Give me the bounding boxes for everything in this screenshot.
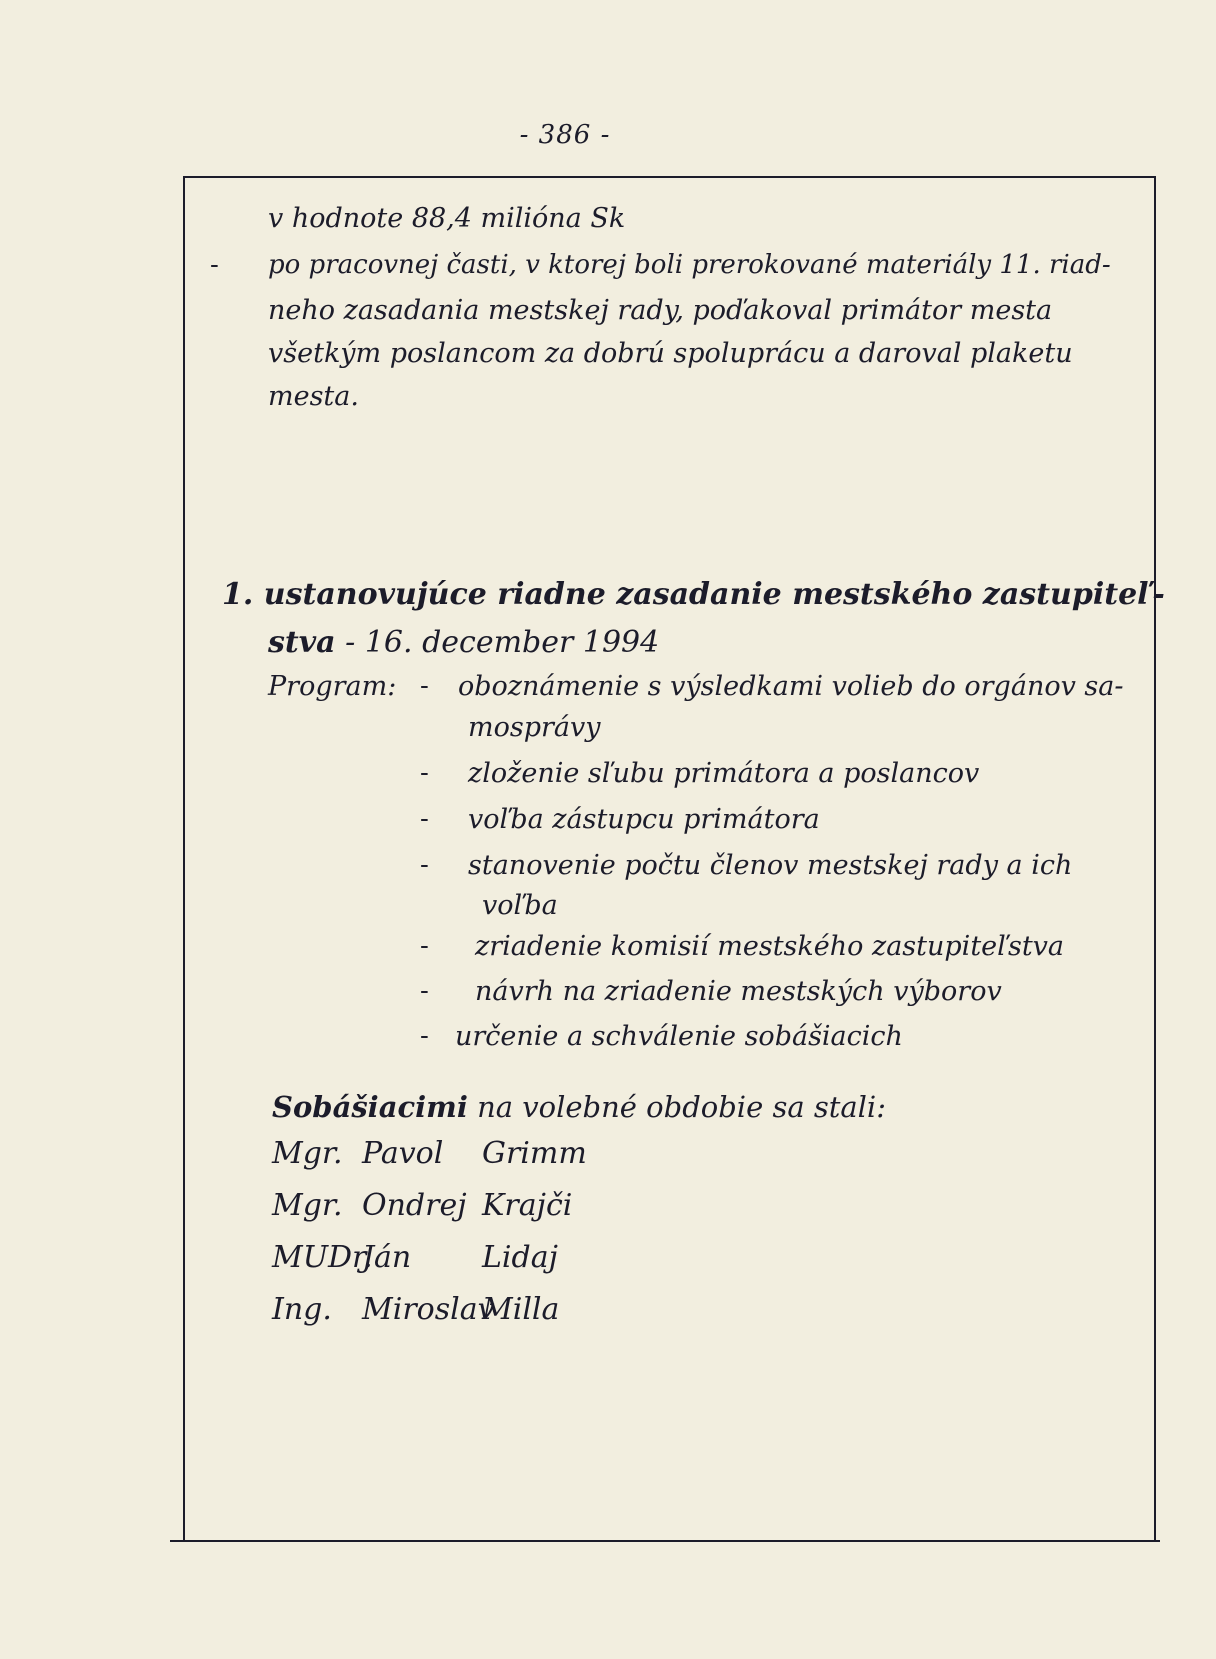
program-item: zriadenie komisií mestského zastupiteľstva (475, 931, 1065, 962)
officiant-last-name: Krajči (482, 1188, 573, 1223)
officiant-row (272, 1292, 692, 1344)
program-item-continuation: voľba (482, 890, 558, 921)
officiant-title: Ing. (272, 1292, 332, 1327)
intro-line-4: všetkým poslancom za dobrú spoluprácu a daroval plaketu (268, 338, 1073, 369)
intro-line-1: v hodnote 88,4 milióna Sk (268, 203, 626, 234)
program-item-continuation: mosprávy (468, 712, 601, 743)
program-item-dash: - (420, 671, 429, 701)
program-item-dash: - (420, 1021, 429, 1051)
intro-line-2: po pracovnej časti, v ktorej boli prerokované materiály 11. riad- (268, 250, 1111, 280)
program-item: voľba zástupcu primátora (468, 804, 820, 835)
officiant-last-name: Grimm (482, 1136, 587, 1171)
program-item: určenie a schválenie sobášiacich (455, 1021, 903, 1052)
intro-line-5: mesta. (268, 381, 359, 412)
program-item-dash: - (420, 804, 429, 834)
section-heading-text: 1. ustanovujúce riadne zasadanie mestského zastupiteľ- (222, 577, 1165, 612)
officiant-first-name: Ondrej (362, 1188, 467, 1223)
officiant-title: MUDr. (272, 1240, 373, 1275)
program-item: stanovenie počtu členov mestskej rady a ich (468, 850, 1073, 881)
program-item: oboznámenie s výsledkami volieb do orgánov sa- (458, 671, 1124, 702)
program-item: návrh na zriadenie mestských výborov (475, 976, 1002, 1007)
program-item-dash: - (420, 976, 429, 1006)
officiant-title: Mgr. (272, 1136, 343, 1171)
officiants-heading (272, 1090, 886, 1124)
officiants-list (272, 1136, 692, 1344)
officiant-first-name: Pavol (362, 1136, 444, 1171)
officiant-last-name: Lidaj (482, 1240, 558, 1275)
program-item: zloženie sľubu primátora a poslancov (468, 758, 980, 789)
program-item-dash: - (420, 931, 429, 961)
page-number: - 386 - (519, 120, 611, 150)
section-heading-bold-word: stva (268, 625, 336, 660)
officiant-title: Mgr. (272, 1188, 343, 1223)
program-item-dash: - (420, 850, 429, 880)
program-item-dash: - (420, 758, 429, 788)
officiants-heading-rest: na volebné obdobie sa stali: (477, 1090, 886, 1124)
officiant-row (272, 1136, 692, 1188)
section-heading-line-1 (222, 577, 1165, 612)
section-heading-line-2 (268, 625, 660, 660)
officiant-last-name: Milla (482, 1292, 560, 1327)
officiant-row (272, 1188, 692, 1240)
officiant-row (272, 1240, 692, 1292)
intro-dash: - (210, 250, 219, 280)
frame-bottom-rule (170, 1540, 1160, 1542)
section-date: - 16. december 1994 (345, 625, 660, 660)
intro-line-3: neho zasadania mestskej rady, poďakoval primátor mesta (268, 295, 1053, 326)
program-label: Program: (268, 671, 397, 702)
officiants-heading-bold: Sobášiacimi (272, 1090, 468, 1124)
officiant-first-name: Ján (362, 1240, 412, 1275)
officiant-first-name: Miroslav (362, 1292, 495, 1327)
